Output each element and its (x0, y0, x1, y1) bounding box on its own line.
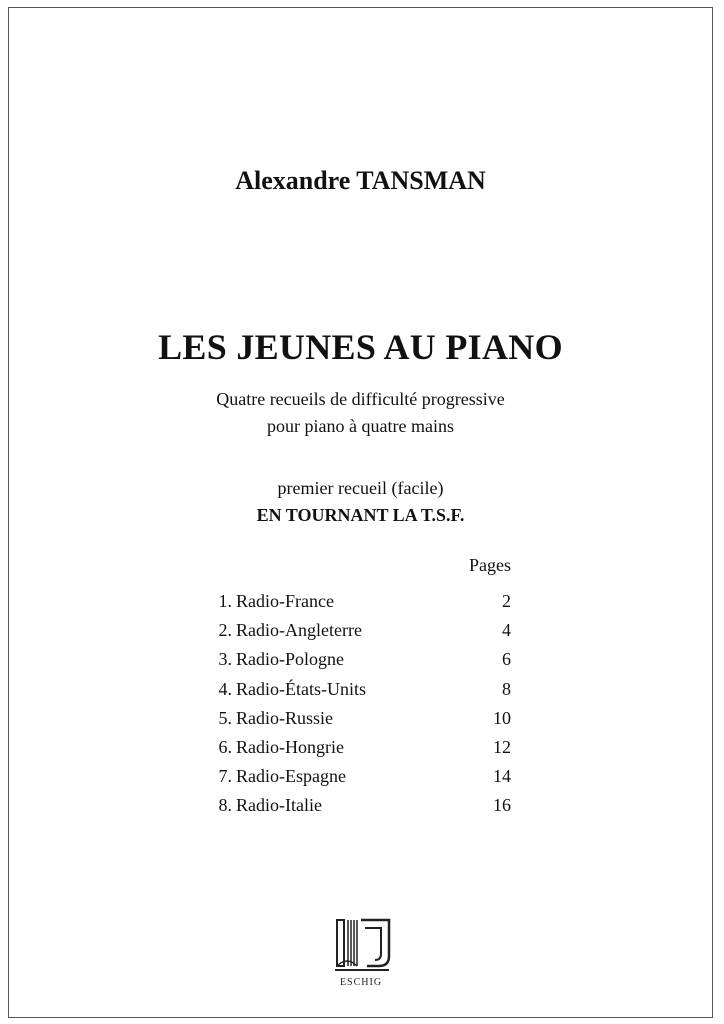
toc-item-page: 4 (502, 620, 511, 641)
eschig-emblem-icon (331, 914, 391, 976)
toc-item (204, 648, 511, 677)
work-title: LES JEUNES AU PIANO (158, 327, 563, 367)
toc-item-number: 7. (218, 766, 232, 787)
toc-item-number: 8. (218, 795, 232, 816)
toc-item-title: Radio-Hongrie (236, 736, 344, 757)
toc-item-title: Radio-Russie (236, 707, 333, 728)
toc-item-title: Radio-Angleterre (236, 620, 362, 641)
volume-label: premier recueil (facile) (277, 478, 444, 498)
toc-item-number: 6. (218, 736, 232, 757)
toc-item (204, 619, 511, 648)
composer-name: Alexandre TANSMAN (235, 166, 486, 195)
toc-item (204, 736, 511, 765)
table-of-contents (204, 590, 511, 824)
toc-item-number: 5. (218, 707, 232, 728)
toc-item-page: 16 (493, 795, 511, 816)
subtitle-line-1: Quatre recueils de difficulté progressive (216, 389, 505, 409)
toc-item (204, 707, 511, 736)
toc-item-page: 10 (493, 707, 511, 728)
publisher-name: ESCHIG (339, 977, 383, 988)
toc-item-page: 6 (502, 649, 511, 670)
toc-item-page: 12 (493, 736, 511, 757)
toc-item (204, 794, 511, 823)
toc-item (204, 765, 511, 794)
toc-item-page: 14 (493, 766, 511, 787)
toc-item-number: 2. (218, 620, 232, 641)
score-title-page (8, 7, 713, 1018)
toc-item-title: Radio-États-Units (236, 678, 366, 699)
toc-item (204, 590, 511, 619)
toc-item-page: 8 (502, 678, 511, 699)
volume-title: EN TOURNANT LA T.S.F. (256, 505, 465, 525)
toc-item-title: Radio-Pologne (236, 649, 344, 670)
toc-item-page: 2 (502, 591, 511, 611)
publisher-logo (331, 914, 391, 996)
toc-item-number: 4. (218, 678, 232, 699)
pages-column-header: Pages (469, 555, 511, 575)
toc-item (204, 678, 511, 707)
toc-item-title: Radio-Espagne (236, 766, 346, 787)
toc-item-title: Radio-Italie (236, 795, 322, 816)
toc-item-number: 3. (218, 649, 232, 670)
toc-item-number: 1. (218, 591, 232, 611)
subtitle-line-2: pour piano à quatre mains (267, 416, 454, 436)
toc-item-title: Radio-France (236, 591, 334, 611)
